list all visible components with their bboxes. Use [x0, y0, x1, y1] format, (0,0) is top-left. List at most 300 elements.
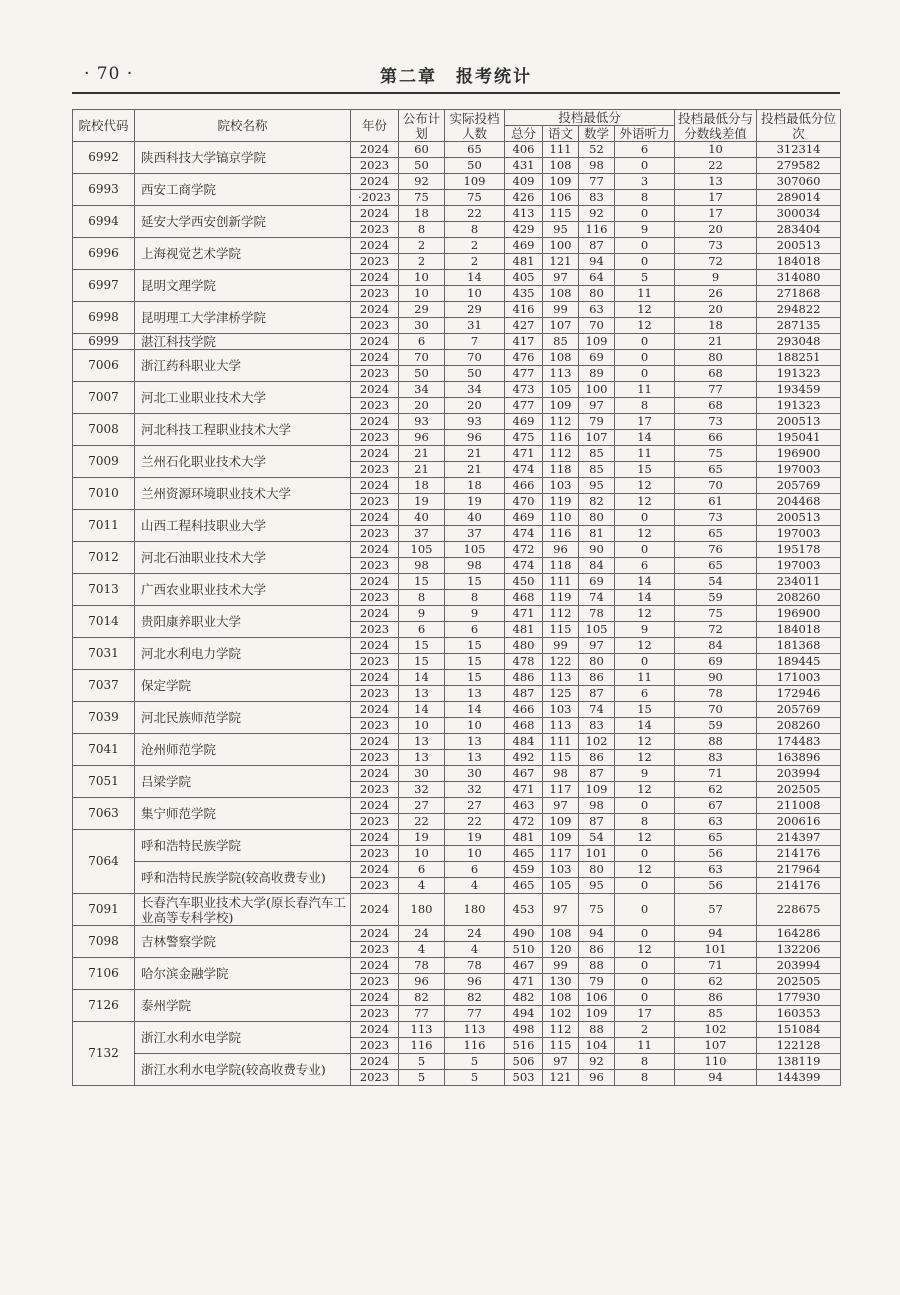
table-row — [73, 766, 841, 782]
cell-year: 2024 — [351, 766, 399, 782]
cell-listening: 11 — [615, 382, 675, 398]
cell-diff: 17 — [675, 206, 757, 222]
cell-math: 77 — [579, 174, 615, 190]
cell-chinese: 108 — [543, 926, 579, 942]
cell-total: 490 — [505, 926, 543, 942]
cell-rank: 189445 — [757, 654, 841, 670]
school-name: 哈尔滨金融学院 — [135, 958, 351, 990]
table-row — [73, 542, 841, 558]
cell-actual: 8 — [445, 590, 505, 606]
cell-total: 481 — [505, 830, 543, 846]
cell-rank: 196900 — [757, 606, 841, 622]
cell-diff: 54 — [675, 574, 757, 590]
cell-rank: 300034 — [757, 206, 841, 222]
cell-year: 2023 — [351, 222, 399, 238]
cell-rank: 211008 — [757, 798, 841, 814]
cell-chinese: 108 — [543, 158, 579, 174]
cell-actual: 77 — [445, 1006, 505, 1022]
cell-plan: 50 — [399, 158, 445, 174]
cell-plan: 27 — [399, 798, 445, 814]
cell-plan: 180 — [399, 894, 445, 926]
cell-total: 494 — [505, 1006, 543, 1022]
cell-diff: 90 — [675, 670, 757, 686]
cell-actual: 22 — [445, 206, 505, 222]
school-code: 6998 — [73, 302, 135, 334]
cell-diff: 80 — [675, 350, 757, 366]
cell-math: 102 — [579, 734, 615, 750]
cell-total: 469 — [505, 238, 543, 254]
cell-actual: 14 — [445, 270, 505, 286]
cell-rank: 214397 — [757, 830, 841, 846]
cell-chinese: 107 — [543, 318, 579, 334]
cell-chinese: 109 — [543, 814, 579, 830]
cell-math: 97 — [579, 638, 615, 654]
cell-rank: 208260 — [757, 590, 841, 606]
cell-plan: 75 — [399, 190, 445, 206]
cell-year: 2023 — [351, 654, 399, 670]
cell-chinese: 111 — [543, 734, 579, 750]
school-name: 河北石油职业技术大学 — [135, 542, 351, 574]
school-name: 昆明理工大学津桥学院 — [135, 302, 351, 334]
school-name: 西安工商学院 — [135, 174, 351, 206]
cell-total: 506 — [505, 1054, 543, 1070]
cell-actual: 13 — [445, 734, 505, 750]
cell-rank: 195041 — [757, 430, 841, 446]
cell-plan: 98 — [399, 558, 445, 574]
cell-actual: 7 — [445, 334, 505, 350]
cell-diff: 94 — [675, 1070, 757, 1086]
cell-math: 69 — [579, 574, 615, 590]
cell-diff: 78 — [675, 686, 757, 702]
school-name: 吕梁学院 — [135, 766, 351, 798]
cell-diff: 102 — [675, 1022, 757, 1038]
cell-actual: 50 — [445, 158, 505, 174]
cell-total: 431 — [505, 158, 543, 174]
cell-listening: 15 — [615, 462, 675, 478]
cell-rank: 163896 — [757, 750, 841, 766]
cell-year: 2024 — [351, 542, 399, 558]
cell-plan: 6 — [399, 862, 445, 878]
cell-total: 471 — [505, 782, 543, 798]
cell-year: 2023 — [351, 430, 399, 446]
cell-math: 109 — [579, 334, 615, 350]
cell-total: 465 — [505, 846, 543, 862]
cell-rank: 294822 — [757, 302, 841, 318]
cell-diff: 63 — [675, 814, 757, 830]
cell-total: 474 — [505, 558, 543, 574]
table-row — [73, 142, 841, 158]
cell-listening: 17 — [615, 1006, 675, 1022]
cell-listening: 12 — [615, 318, 675, 334]
cell-total: 480 — [505, 638, 543, 654]
cell-plan: 40 — [399, 510, 445, 526]
cell-year: 2023 — [351, 158, 399, 174]
cell-plan: 5 — [399, 1070, 445, 1086]
cell-listening: 0 — [615, 846, 675, 862]
cell-chinese: 99 — [543, 302, 579, 318]
cell-plan: 50 — [399, 366, 445, 382]
school-name: 呼和浩特民族学院(较高收费专业) — [135, 862, 351, 894]
cell-math: 79 — [579, 414, 615, 430]
cell-math: 80 — [579, 510, 615, 526]
cell-plan: 4 — [399, 942, 445, 958]
school-code: 7132 — [73, 1022, 135, 1086]
cell-year: 2023 — [351, 366, 399, 382]
table-row — [73, 446, 841, 462]
cell-year: 2024 — [351, 862, 399, 878]
cell-year: 2024 — [351, 638, 399, 654]
col-math: 数学 — [579, 126, 615, 142]
school-code: 7007 — [73, 382, 135, 414]
cell-total: 467 — [505, 766, 543, 782]
cell-year: 2023 — [351, 878, 399, 894]
cell-actual: 93 — [445, 414, 505, 430]
cell-year: 2024 — [351, 574, 399, 590]
cell-math: 98 — [579, 158, 615, 174]
table-row — [73, 414, 841, 430]
cell-diff: 83 — [675, 750, 757, 766]
cell-diff: 65 — [675, 830, 757, 846]
cell-total: 472 — [505, 814, 543, 830]
cell-math: 105 — [579, 622, 615, 638]
cell-listening: 12 — [615, 862, 675, 878]
cell-diff: 13 — [675, 174, 757, 190]
table-row — [73, 734, 841, 750]
cell-chinese: 115 — [543, 1038, 579, 1054]
cell-chinese: 95 — [543, 222, 579, 238]
cell-math: 101 — [579, 846, 615, 862]
cell-math: 81 — [579, 526, 615, 542]
cell-math: 74 — [579, 702, 615, 718]
cell-chinese: 105 — [543, 382, 579, 398]
cell-rank: 214176 — [757, 878, 841, 894]
cell-rank: 293048 — [757, 334, 841, 350]
cell-actual: 4 — [445, 942, 505, 958]
cell-plan: 19 — [399, 494, 445, 510]
school-name: 贵阳康养职业大学 — [135, 606, 351, 638]
cell-plan: 34 — [399, 382, 445, 398]
school-code: 6996 — [73, 238, 135, 270]
cell-year: 2024 — [351, 270, 399, 286]
cell-listening: 14 — [615, 430, 675, 446]
school-code: 7106 — [73, 958, 135, 990]
cell-total: 413 — [505, 206, 543, 222]
cell-year: 2024 — [351, 334, 399, 350]
col-chinese: 语文 — [543, 126, 579, 142]
cell-rank: 314080 — [757, 270, 841, 286]
cell-math: 86 — [579, 670, 615, 686]
cell-total: 477 — [505, 366, 543, 382]
cell-rank: 160353 — [757, 1006, 841, 1022]
school-code: 7064 — [73, 830, 135, 894]
school-code: 7037 — [73, 670, 135, 702]
cell-actual: 105 — [445, 542, 505, 558]
cell-total: 470 — [505, 494, 543, 510]
cell-total: 459 — [505, 862, 543, 878]
table-row — [73, 606, 841, 622]
cell-plan: 8 — [399, 590, 445, 606]
cell-total: 405 — [505, 270, 543, 286]
cell-year: 2024 — [351, 302, 399, 318]
cell-actual: 2 — [445, 238, 505, 254]
cell-total: 486 — [505, 670, 543, 686]
cell-listening: 11 — [615, 670, 675, 686]
cell-chinese: 108 — [543, 350, 579, 366]
cell-year: 2023 — [351, 942, 399, 958]
school-name: 上海视觉艺术学院 — [135, 238, 351, 270]
cell-actual: 8 — [445, 222, 505, 238]
cell-chinese: 97 — [543, 1054, 579, 1070]
cell-diff: 10 — [675, 142, 757, 158]
table-row — [73, 206, 841, 222]
cell-total: 466 — [505, 478, 543, 494]
cell-math: 87 — [579, 814, 615, 830]
cell-plan: 4 — [399, 878, 445, 894]
school-name: 湛江科技学院 — [135, 334, 351, 350]
cell-total: 476 — [505, 350, 543, 366]
cell-year: 2024 — [351, 1054, 399, 1070]
cell-chinese: 97 — [543, 270, 579, 286]
cell-total: 465 — [505, 878, 543, 894]
school-code: 6993 — [73, 174, 135, 206]
cell-rank: 228675 — [757, 894, 841, 926]
cell-rank: 172946 — [757, 686, 841, 702]
cell-diff: 61 — [675, 494, 757, 510]
cell-actual: 20 — [445, 398, 505, 414]
cell-total: 484 — [505, 734, 543, 750]
cell-plan: 96 — [399, 430, 445, 446]
school-code: 6992 — [73, 142, 135, 174]
cell-total: 467 — [505, 958, 543, 974]
cell-year: 2024 — [351, 990, 399, 1006]
cell-plan: 19 — [399, 830, 445, 846]
cell-total: 409 — [505, 174, 543, 190]
cell-total: 477 — [505, 398, 543, 414]
cell-actual: 21 — [445, 462, 505, 478]
cell-total: 471 — [505, 606, 543, 622]
cell-listening: 0 — [615, 206, 675, 222]
cell-plan: 10 — [399, 270, 445, 286]
col-total: 总分 — [505, 126, 543, 142]
cell-listening: 12 — [615, 526, 675, 542]
cell-year: 2023 — [351, 286, 399, 302]
cell-rank: 205769 — [757, 478, 841, 494]
cell-total: 427 — [505, 318, 543, 334]
cell-plan: 10 — [399, 286, 445, 302]
cell-chinese: 118 — [543, 462, 579, 478]
cell-actual: 75 — [445, 190, 505, 206]
school-code: 7051 — [73, 766, 135, 798]
cell-rank: 174483 — [757, 734, 841, 750]
cell-plan: 15 — [399, 574, 445, 590]
school-code: 7014 — [73, 606, 135, 638]
cell-actual: 18 — [445, 478, 505, 494]
cell-rank: 200616 — [757, 814, 841, 830]
cell-plan: 10 — [399, 718, 445, 734]
cell-actual: 13 — [445, 750, 505, 766]
cell-rank: 164286 — [757, 926, 841, 942]
cell-total: 473 — [505, 382, 543, 398]
col-diff: 投档最低分与分数线差值 — [675, 110, 757, 142]
school-name: 长春汽车职业技术大学(原长春汽车工业高等专科学校) — [135, 894, 351, 926]
cell-chinese: 122 — [543, 654, 579, 670]
cell-chinese: 111 — [543, 142, 579, 158]
cell-chinese: 97 — [543, 894, 579, 926]
table-row — [73, 270, 841, 286]
cell-total: 435 — [505, 286, 543, 302]
cell-year: 2023 — [351, 1070, 399, 1086]
cell-rank: 205769 — [757, 702, 841, 718]
cell-math: 104 — [579, 1038, 615, 1054]
cell-actual: 10 — [445, 846, 505, 862]
cell-actual: 37 — [445, 526, 505, 542]
cell-chinese: 119 — [543, 590, 579, 606]
cell-actual: 70 — [445, 350, 505, 366]
cell-chinese: 115 — [543, 206, 579, 222]
cell-diff: 71 — [675, 766, 757, 782]
cell-actual: 5 — [445, 1054, 505, 1070]
cell-listening: 12 — [615, 750, 675, 766]
cell-math: 94 — [579, 254, 615, 270]
cell-rank: 191323 — [757, 398, 841, 414]
cell-diff: 59 — [675, 590, 757, 606]
cell-chinese: 103 — [543, 478, 579, 494]
table-row — [73, 798, 841, 814]
cell-year: 2024 — [351, 670, 399, 686]
cell-chinese: 120 — [543, 942, 579, 958]
cell-listening: 12 — [615, 302, 675, 318]
cell-actual: 15 — [445, 574, 505, 590]
cell-diff: 75 — [675, 446, 757, 462]
cell-chinese: 119 — [543, 494, 579, 510]
cell-rank: 271868 — [757, 286, 841, 302]
school-name: 河北工业职业技术大学 — [135, 382, 351, 414]
cell-chinese: 109 — [543, 174, 579, 190]
school-name: 延安大学西安创新学院 — [135, 206, 351, 238]
cell-math: 78 — [579, 606, 615, 622]
cell-actual: 34 — [445, 382, 505, 398]
cell-math: 84 — [579, 558, 615, 574]
cell-listening: 14 — [615, 590, 675, 606]
cell-diff: 68 — [675, 398, 757, 414]
cell-rank: 177930 — [757, 990, 841, 1006]
school-name: 河北科技工程职业技术大学 — [135, 414, 351, 446]
cell-year: 2023 — [351, 686, 399, 702]
cell-year: 2024 — [351, 894, 399, 926]
school-name: 泰州学院 — [135, 990, 351, 1022]
school-name: 山西工程科技职业大学 — [135, 510, 351, 542]
table-row — [73, 382, 841, 398]
table-row — [73, 670, 841, 686]
school-code: 7063 — [73, 798, 135, 830]
cell-actual: 96 — [445, 974, 505, 990]
cell-math: 80 — [579, 862, 615, 878]
cell-actual: 78 — [445, 958, 505, 974]
cell-plan: 13 — [399, 686, 445, 702]
cell-math: 80 — [579, 286, 615, 302]
cell-actual: 6 — [445, 862, 505, 878]
cell-diff: 70 — [675, 478, 757, 494]
cell-diff: 20 — [675, 302, 757, 318]
cell-actual: 32 — [445, 782, 505, 798]
cell-plan: 14 — [399, 670, 445, 686]
school-code: 7098 — [73, 926, 135, 958]
cell-total: 426 — [505, 190, 543, 206]
cell-actual: 27 — [445, 798, 505, 814]
cell-chinese: 117 — [543, 782, 579, 798]
col-listening: 外语听力 — [615, 126, 675, 142]
cell-math: 87 — [579, 238, 615, 254]
cell-math: 70 — [579, 318, 615, 334]
school-code: 7010 — [73, 478, 135, 510]
cell-total: 469 — [505, 510, 543, 526]
cell-math: 89 — [579, 366, 615, 382]
cell-rank: 200513 — [757, 414, 841, 430]
cell-chinese: 117 — [543, 846, 579, 862]
cell-year: 2024 — [351, 142, 399, 158]
col-name: 院校名称 — [135, 110, 351, 142]
cell-plan: 22 — [399, 814, 445, 830]
cell-listening: 12 — [615, 942, 675, 958]
cell-plan: 18 — [399, 478, 445, 494]
cell-rank: 200513 — [757, 510, 841, 526]
cell-total: 474 — [505, 526, 543, 542]
cell-year: ·2023 — [351, 190, 399, 206]
cell-plan: 21 — [399, 446, 445, 462]
cell-year: 2024 — [351, 606, 399, 622]
cell-diff: 110 — [675, 1054, 757, 1070]
cell-actual: 15 — [445, 638, 505, 654]
school-code: 7039 — [73, 702, 135, 734]
cell-chinese: 113 — [543, 366, 579, 382]
cell-chinese: 98 — [543, 766, 579, 782]
cell-listening: 0 — [615, 158, 675, 174]
cell-diff: 20 — [675, 222, 757, 238]
cell-listening: 0 — [615, 974, 675, 990]
school-name: 呼和浩特民族学院 — [135, 830, 351, 862]
cell-rank: 208260 — [757, 718, 841, 734]
cell-year: 2024 — [351, 350, 399, 366]
cell-actual: 109 — [445, 174, 505, 190]
col-year: 年份 — [351, 110, 399, 142]
school-code: 7126 — [73, 990, 135, 1022]
cell-math: 94 — [579, 926, 615, 942]
cell-year: 2024 — [351, 478, 399, 494]
cell-math: 95 — [579, 478, 615, 494]
cell-math: 109 — [579, 1006, 615, 1022]
cell-diff: 75 — [675, 606, 757, 622]
cell-plan: 9 — [399, 606, 445, 622]
table-row — [73, 574, 841, 590]
cell-chinese: 103 — [543, 862, 579, 878]
table-row — [73, 350, 841, 366]
cell-diff: 56 — [675, 878, 757, 894]
table-row — [73, 638, 841, 654]
cell-listening: 14 — [615, 718, 675, 734]
cell-total: 468 — [505, 718, 543, 734]
cell-chinese: 112 — [543, 414, 579, 430]
cell-math: 63 — [579, 302, 615, 318]
chapter-title: 第二章 报考统计 — [380, 67, 532, 87]
cell-year: 2023 — [351, 318, 399, 334]
table-row — [73, 1022, 841, 1038]
cell-diff: 66 — [675, 430, 757, 446]
table-row — [73, 830, 841, 846]
cell-year: 2024 — [351, 830, 399, 846]
cell-chinese: 112 — [543, 606, 579, 622]
cell-plan: 30 — [399, 766, 445, 782]
cell-actual: 24 — [445, 926, 505, 942]
